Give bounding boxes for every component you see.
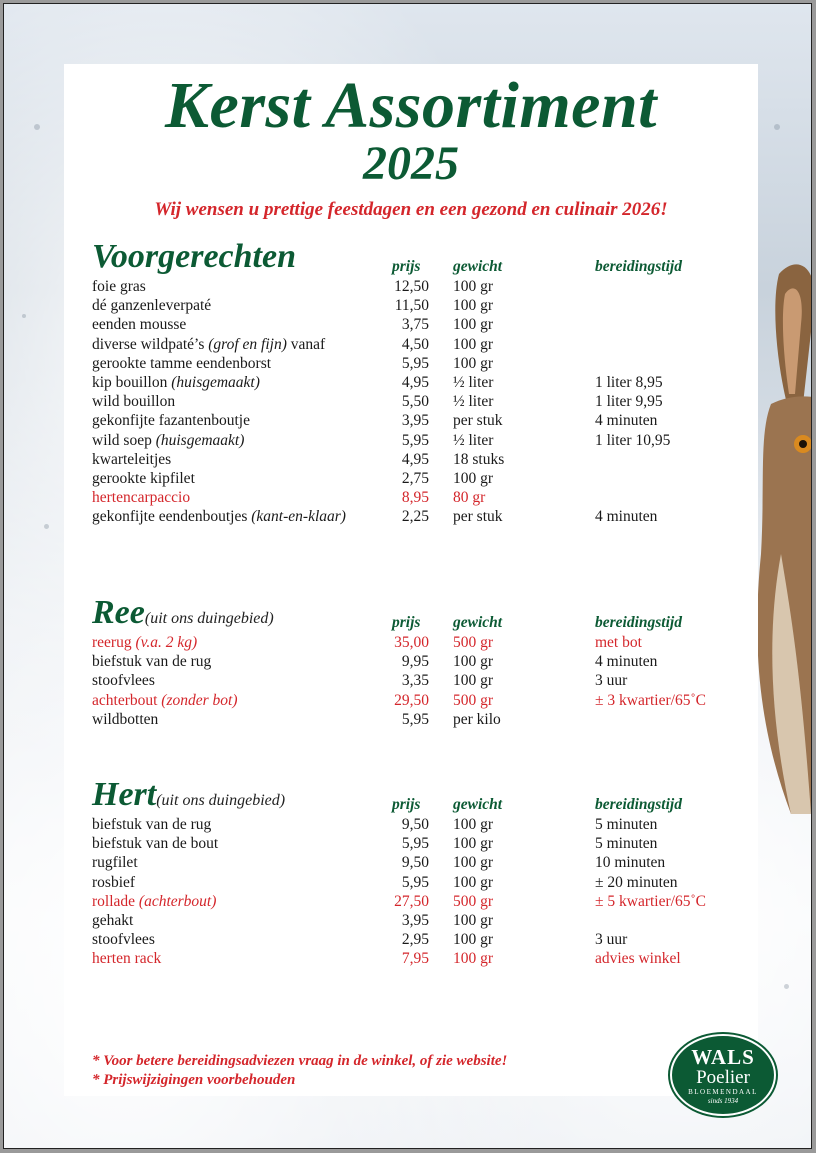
table-row	[92, 653, 752, 672]
item-weight: 18 stuks	[453, 450, 505, 468]
section-title-text: Voorgerechten	[92, 238, 296, 275]
table-row	[92, 432, 752, 451]
table-row	[92, 854, 752, 873]
item-weight: 100 gr	[453, 354, 494, 372]
item-name-text: wildbotten	[92, 710, 159, 728]
item-name	[92, 672, 155, 690]
item-preparation-time: ± 20 minuten	[595, 873, 678, 891]
table-row	[92, 950, 752, 969]
table-row	[92, 374, 752, 393]
snow-speck	[22, 314, 26, 318]
item-price: 4,95	[401, 373, 429, 391]
item-name	[92, 653, 211, 671]
item-price: 9,95	[401, 653, 429, 671]
item-name	[92, 451, 171, 469]
item-preparation-time: 4 minuten	[595, 653, 658, 671]
item-name-text: reerug	[92, 634, 136, 651]
item-weight: per stuk	[453, 412, 503, 430]
table-row	[92, 692, 752, 711]
item-name-text: kip bouillon	[92, 373, 172, 391]
item-price: 4,50	[401, 335, 429, 353]
item-preparation-time: 3 uur	[595, 931, 628, 949]
item-price: 9,50	[401, 816, 429, 833]
item-weight: 100 gr	[453, 278, 494, 295]
item-name-text: rollade	[92, 892, 139, 910]
item-name-text: herten rack	[92, 950, 162, 968]
item-price: 3,95	[401, 412, 429, 430]
item-preparation-time: 4 minuten	[595, 508, 658, 526]
item-name-text: kwarteleitjes	[92, 450, 172, 468]
item-weight: 100 gr	[453, 873, 494, 891]
item-price: 12,50	[394, 278, 429, 295]
item-name	[92, 634, 197, 652]
logo-brand: WALS	[691, 1045, 755, 1069]
item-price: 5,95	[401, 710, 429, 728]
item-name	[92, 355, 271, 373]
item-name-text: stoofvlees	[92, 672, 155, 690]
section-subtitle: (uit ons duingebied)	[144, 610, 274, 627]
table-row	[92, 634, 752, 653]
item-price: 5,95	[401, 873, 429, 891]
item-price: 7,95	[401, 950, 429, 968]
item-name-text: gekonfijte fazantenboutje	[92, 412, 250, 430]
logo-since: sinds 1934	[707, 1097, 739, 1105]
item-name-suffix: vanaf	[286, 335, 326, 353]
item-name	[92, 874, 135, 892]
section-header	[92, 776, 752, 816]
item-preparation-time: 10 minuten	[595, 854, 666, 872]
table-row	[92, 912, 752, 931]
item-weight: 100 gr	[453, 950, 494, 968]
snow-speck	[774, 124, 780, 130]
logo-name: Poelier	[696, 1067, 750, 1088]
item-name-text: gerookte kipfilet	[92, 469, 195, 487]
item-name	[92, 336, 325, 354]
item-price: 9,50	[401, 854, 429, 872]
item-name	[92, 508, 346, 526]
item-name-text: diverse wildpaté’s	[92, 335, 209, 353]
item-weight: 500 gr	[453, 691, 494, 709]
footer-note-advice: * Voor betere bereidingsadviezen vraag in de winkel, of zie website!	[92, 1053, 508, 1069]
item-weight: 100 gr	[453, 316, 494, 334]
column-header-bereidingstijd: bereidingstijd	[595, 796, 682, 813]
item-price: 35,00	[394, 634, 429, 651]
item-price: 8,95	[401, 489, 429, 507]
item-weight: 100 gr	[453, 911, 494, 929]
section-header	[92, 238, 752, 278]
item-name-text: biefstuk van de bout	[92, 835, 219, 853]
item-name	[92, 893, 216, 911]
item-preparation-time: 1 liter 8,95	[595, 373, 663, 391]
item-name	[92, 931, 155, 949]
section-title	[92, 238, 296, 276]
item-name-text: hertencarpaccio	[92, 489, 191, 507]
item-name-text: rugfilet	[92, 854, 138, 872]
item-weight: 500 gr	[453, 892, 494, 910]
item-name-note: (grof en fijn)	[208, 335, 287, 353]
item-name-text: biefstuk van de rug	[92, 816, 212, 833]
item-weight: 100 gr	[453, 931, 494, 949]
item-name	[92, 393, 175, 411]
item-name	[92, 316, 186, 334]
hare-illustration	[751, 254, 812, 814]
item-name	[92, 374, 260, 392]
item-weight: ½ liter	[453, 431, 494, 449]
table-row	[92, 316, 752, 335]
item-name-note: (v.a. 2 kg)	[135, 634, 198, 651]
item-price: 11,50	[394, 297, 429, 315]
table-row	[92, 278, 752, 297]
logo-place: BLOEMENDAAL	[688, 1088, 758, 1096]
footer-note-prices: * Prijswijzigingen voorbehouden	[92, 1072, 296, 1088]
column-header-bereidingstijd: bereidingstijd	[595, 258, 682, 275]
item-preparation-time: 5 minuten	[595, 835, 658, 853]
page-year: 2025	[363, 137, 459, 190]
item-name	[92, 835, 218, 853]
item-name	[92, 912, 133, 930]
item-preparation-time: ± 3 kwartier/65˚C	[595, 691, 706, 709]
item-price: 5,95	[401, 354, 429, 372]
table-row	[92, 874, 752, 893]
item-name	[92, 711, 158, 729]
table-row	[92, 412, 752, 431]
table-row	[92, 893, 752, 912]
item-weight: ½ liter	[453, 373, 494, 391]
item-weight: 100 gr	[453, 469, 494, 487]
item-name	[92, 950, 161, 968]
item-price: 5,95	[401, 835, 429, 853]
item-price: 3,75	[401, 316, 429, 334]
item-price: 5,50	[401, 393, 429, 411]
item-name-note: (achterbout)	[138, 892, 217, 910]
table-row	[92, 816, 752, 835]
item-preparation-time: advies winkel	[595, 950, 681, 968]
item-weight: ½ liter	[453, 393, 494, 411]
section-title-text: Ree	[92, 594, 145, 631]
item-preparation-time: ± 5 kwartier/65˚C	[595, 892, 706, 910]
item-weight: 100 gr	[453, 653, 494, 671]
table-row	[92, 711, 752, 730]
item-price: 5,95	[401, 431, 429, 449]
item-weight: 100 gr	[453, 672, 494, 690]
column-header-gewicht: gewicht	[453, 614, 503, 631]
item-name	[92, 854, 138, 872]
item-name	[92, 470, 195, 488]
menu-card	[64, 64, 758, 1105]
wals-poelier-logo	[670, 1034, 776, 1116]
item-preparation-time: 5 minuten	[595, 816, 658, 833]
item-name-text: stoofvlees	[92, 931, 155, 949]
item-name	[92, 692, 238, 710]
item-name-text: foie gras	[92, 278, 146, 295]
item-name-text: gehakt	[92, 911, 134, 929]
item-name-text: wild bouillon	[92, 393, 176, 411]
item-weight: 80 gr	[453, 489, 486, 507]
footer-notes	[92, 1052, 507, 1090]
item-name-text: dé ganzenleverpaté	[92, 297, 212, 315]
column-header-prijs: prijs	[392, 796, 421, 813]
item-name-text: biefstuk van de rug	[92, 653, 212, 671]
item-weight: 100 gr	[453, 816, 494, 833]
item-price: 29,50	[394, 691, 429, 709]
table-row	[92, 393, 752, 412]
column-header-prijs: prijs	[392, 258, 421, 275]
item-name-text: rosbief	[92, 873, 136, 891]
section-title	[92, 594, 274, 632]
item-weight: 100 gr	[453, 835, 494, 853]
page-title: Kerst Assortiment	[165, 69, 657, 142]
item-price: 2,75	[401, 469, 429, 487]
item-name-text: wild soep	[92, 431, 156, 449]
table-row	[92, 297, 752, 316]
item-preparation-time: 1 liter 9,95	[595, 393, 663, 411]
snow-speck	[784, 984, 789, 989]
item-name	[92, 278, 146, 296]
item-name-note: (huisgemaakt)	[171, 373, 260, 391]
item-name	[92, 432, 244, 450]
column-header-gewicht: gewicht	[453, 796, 503, 813]
item-price: 3,35	[401, 672, 429, 690]
item-name-text: gekonfijte eendenboutjes	[92, 508, 252, 526]
column-header-bereidingstijd: bereidingstijd	[595, 614, 682, 631]
item-preparation-time: 3 uur	[595, 672, 628, 690]
poster-page	[3, 3, 812, 1149]
table-row	[92, 336, 752, 355]
table-row	[92, 672, 752, 691]
table-row	[92, 835, 752, 854]
item-preparation-time: met bot	[595, 634, 642, 651]
section-header	[92, 594, 752, 634]
item-price: 3,95	[401, 911, 429, 929]
item-preparation-time: 4 minuten	[595, 412, 658, 430]
snow-speck	[34, 124, 40, 130]
section-title-text: Hert	[92, 776, 157, 813]
item-price: 27,50	[394, 892, 429, 910]
item-weight: 100 gr	[453, 335, 494, 353]
item-name	[92, 412, 250, 430]
item-price: 2,95	[401, 931, 429, 949]
season-greeting: Wij wensen u prettige feestdagen en een gezond en culinair 2026!	[154, 199, 668, 220]
section-title	[92, 776, 285, 814]
column-header-prijs: prijs	[392, 614, 421, 631]
item-name	[92, 297, 211, 315]
item-name	[92, 816, 211, 834]
item-name-note: (zonder bot)	[161, 691, 238, 709]
item-preparation-time: 1 liter 10,95	[595, 431, 671, 449]
item-weight: per stuk	[453, 508, 503, 526]
section-subtitle: (uit ons duingebied)	[156, 792, 286, 809]
item-name-note: (huisgemaakt)	[155, 431, 245, 449]
table-row	[92, 470, 752, 489]
item-weight: 500 gr	[453, 634, 494, 651]
table-row	[92, 355, 752, 374]
item-name-note: (kant-en-klaar)	[251, 508, 346, 526]
snow-speck	[44, 524, 49, 529]
item-name	[92, 489, 190, 507]
section-hert	[92, 776, 752, 970]
table-row	[92, 451, 752, 470]
item-price: 2,25	[401, 508, 429, 526]
item-name-text: eenden mousse	[92, 316, 187, 334]
item-price: 4,95	[401, 450, 429, 468]
table-row	[92, 489, 752, 508]
section-ree	[92, 594, 752, 730]
item-weight: per kilo	[453, 710, 501, 728]
item-name-text: achterbout	[92, 691, 162, 709]
item-weight: 100 gr	[453, 854, 494, 872]
item-weight: 100 gr	[453, 297, 494, 315]
table-row	[92, 508, 752, 527]
item-name-text: gerookte tamme eendenborst	[92, 354, 272, 372]
table-row	[92, 931, 752, 950]
column-header-gewicht: gewicht	[453, 258, 503, 275]
section-voorgerechten	[92, 238, 752, 527]
